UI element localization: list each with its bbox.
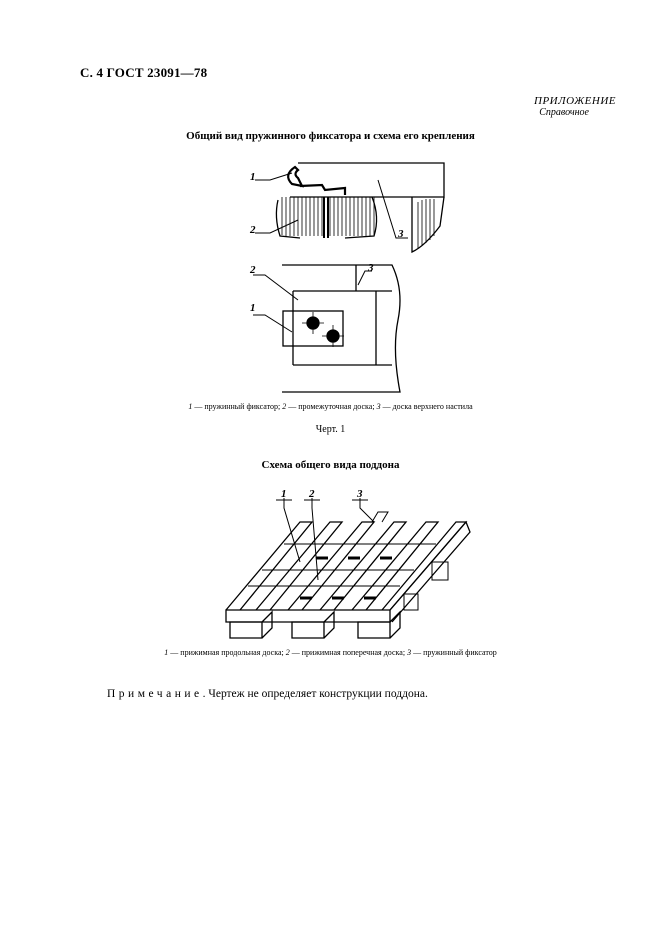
caption-text: — прижимная продольная доска; xyxy=(168,648,286,657)
note-word: Примечание xyxy=(107,688,203,700)
figure1-title: Общий вид пружинного фиксатора и схема его крепления xyxy=(186,130,475,142)
caption-text: — пружинный фиксатор; xyxy=(192,402,283,411)
note-text: . Чертеж не определяет конструкции поддона. xyxy=(202,688,428,700)
fixer-band xyxy=(300,185,345,195)
deck-side xyxy=(390,522,470,622)
figure2-drawing xyxy=(0,470,661,650)
callout-1b: 1 xyxy=(250,302,256,314)
callout-1: 1 xyxy=(250,171,256,183)
callout-3: 3 xyxy=(398,228,404,240)
callout-3b: 3 xyxy=(368,262,374,274)
caption-text: — доска верхнего настила xyxy=(380,402,473,411)
callout-1: 1 xyxy=(281,488,287,500)
page-header: С. 4 ГОСТ 23091—78 xyxy=(80,65,208,80)
caption-text: — промежуточная доска; xyxy=(286,402,377,411)
appendix-subtitle: Справочное xyxy=(539,107,589,118)
caption-num: 1 xyxy=(164,648,169,657)
plan-outline xyxy=(282,265,400,392)
appendix-title: ПРИЛОЖЕНИЕ xyxy=(534,95,616,107)
figure2-caption xyxy=(0,648,661,657)
callout-2: 2 xyxy=(250,224,256,236)
caption-num: 2 xyxy=(285,648,290,657)
figure1-caption xyxy=(0,402,661,411)
caption-num: 3 xyxy=(407,648,412,657)
callout-3: 3 xyxy=(357,488,363,500)
caption-num: 1 xyxy=(188,402,193,411)
note xyxy=(107,688,428,700)
top-board-outline xyxy=(298,163,444,197)
caption-text: — пружинный фиксатор xyxy=(411,648,497,657)
caption-num: 2 xyxy=(282,402,287,411)
figure1-drawing xyxy=(0,0,661,400)
fixer-hook xyxy=(288,167,302,186)
spring-coils xyxy=(282,197,434,248)
caption-num: 3 xyxy=(376,402,381,411)
skid-3 xyxy=(358,612,400,638)
skid-1 xyxy=(230,612,272,638)
figure1-label: Черт. 1 xyxy=(315,424,346,435)
callout-2: 2 xyxy=(309,488,315,500)
skid-2 xyxy=(292,612,334,638)
callout-2b: 2 xyxy=(250,264,256,276)
deck-front xyxy=(226,610,390,622)
figure2-title: Схема общего вида поддона xyxy=(261,459,400,471)
top-board-end xyxy=(412,197,444,252)
caption-text: — прижимная поперечная доска; xyxy=(289,648,408,657)
deck-slats xyxy=(226,522,466,610)
